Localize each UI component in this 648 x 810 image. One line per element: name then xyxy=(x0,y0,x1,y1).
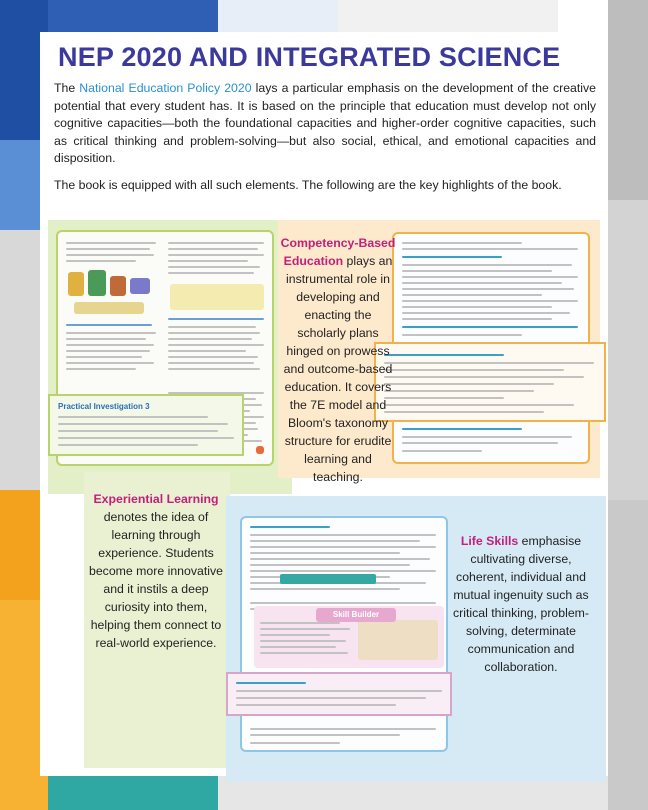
intro-prefix: The xyxy=(54,81,80,95)
highlights-intro: The book is equipped with all such elements. The following are the key highlights of the book. xyxy=(54,178,562,192)
skill-builder-heading: Skill Builder xyxy=(316,608,396,622)
competency-callout xyxy=(374,342,606,422)
decor-strip xyxy=(338,0,558,32)
callout-heading: Practical Investigation 3 xyxy=(58,402,150,411)
experiential-description xyxy=(86,490,226,652)
intro-paragraph xyxy=(54,80,596,168)
competency-body: plays an instrumental role in developing and enacting the scholarly plans hinged on prowess and outcome-based education. It covers the 7E model and Bloom's taxonomy structure for erudite learning and teaching. xyxy=(283,254,393,484)
decor-strip xyxy=(608,200,648,500)
book-section-bar xyxy=(280,574,376,584)
decor-strip xyxy=(218,0,338,32)
decor-strip xyxy=(608,0,648,200)
decor-strip xyxy=(48,776,218,810)
lifeskills-description xyxy=(452,532,590,676)
experiential-body: denotes the idea of learning through experience. Students become more innovative and it instils a deep curiosity into them, helping them connect to real-world experience. xyxy=(89,510,223,650)
policy-highlight: National Education Policy 2020 xyxy=(79,81,252,95)
lifeskills-lead: Life Skills xyxy=(460,534,519,548)
content-area xyxy=(40,32,608,776)
experiential-lead: Experiential Learning xyxy=(93,492,219,506)
lifeskills-body: emphasise cultivating diverse, coherent, individual and mutual ingenuity such as critical thinking, problem-solving, determinate communication and collaboration. xyxy=(453,534,589,674)
competency-description xyxy=(280,234,396,486)
intro-rest: lays a particular emphasis on the development of the creative potential that every student has. It is based on the principle that education must develop not only cognitive capacities—both the foundational capacities and higher-order cognitive capacities, such as critical thinking and problem-solving—but also social, ethical, and emotional capacities and disposition. xyxy=(54,81,597,166)
page-title: NEP 2020 AND INTEGRATED SCIENCE xyxy=(58,42,561,72)
competency-lead: Competency-Based Education xyxy=(280,236,396,268)
decor-strip xyxy=(608,500,648,810)
life-skills-callout xyxy=(226,672,452,716)
practical-investigation-callout xyxy=(48,394,244,456)
decor-strip xyxy=(48,0,218,32)
